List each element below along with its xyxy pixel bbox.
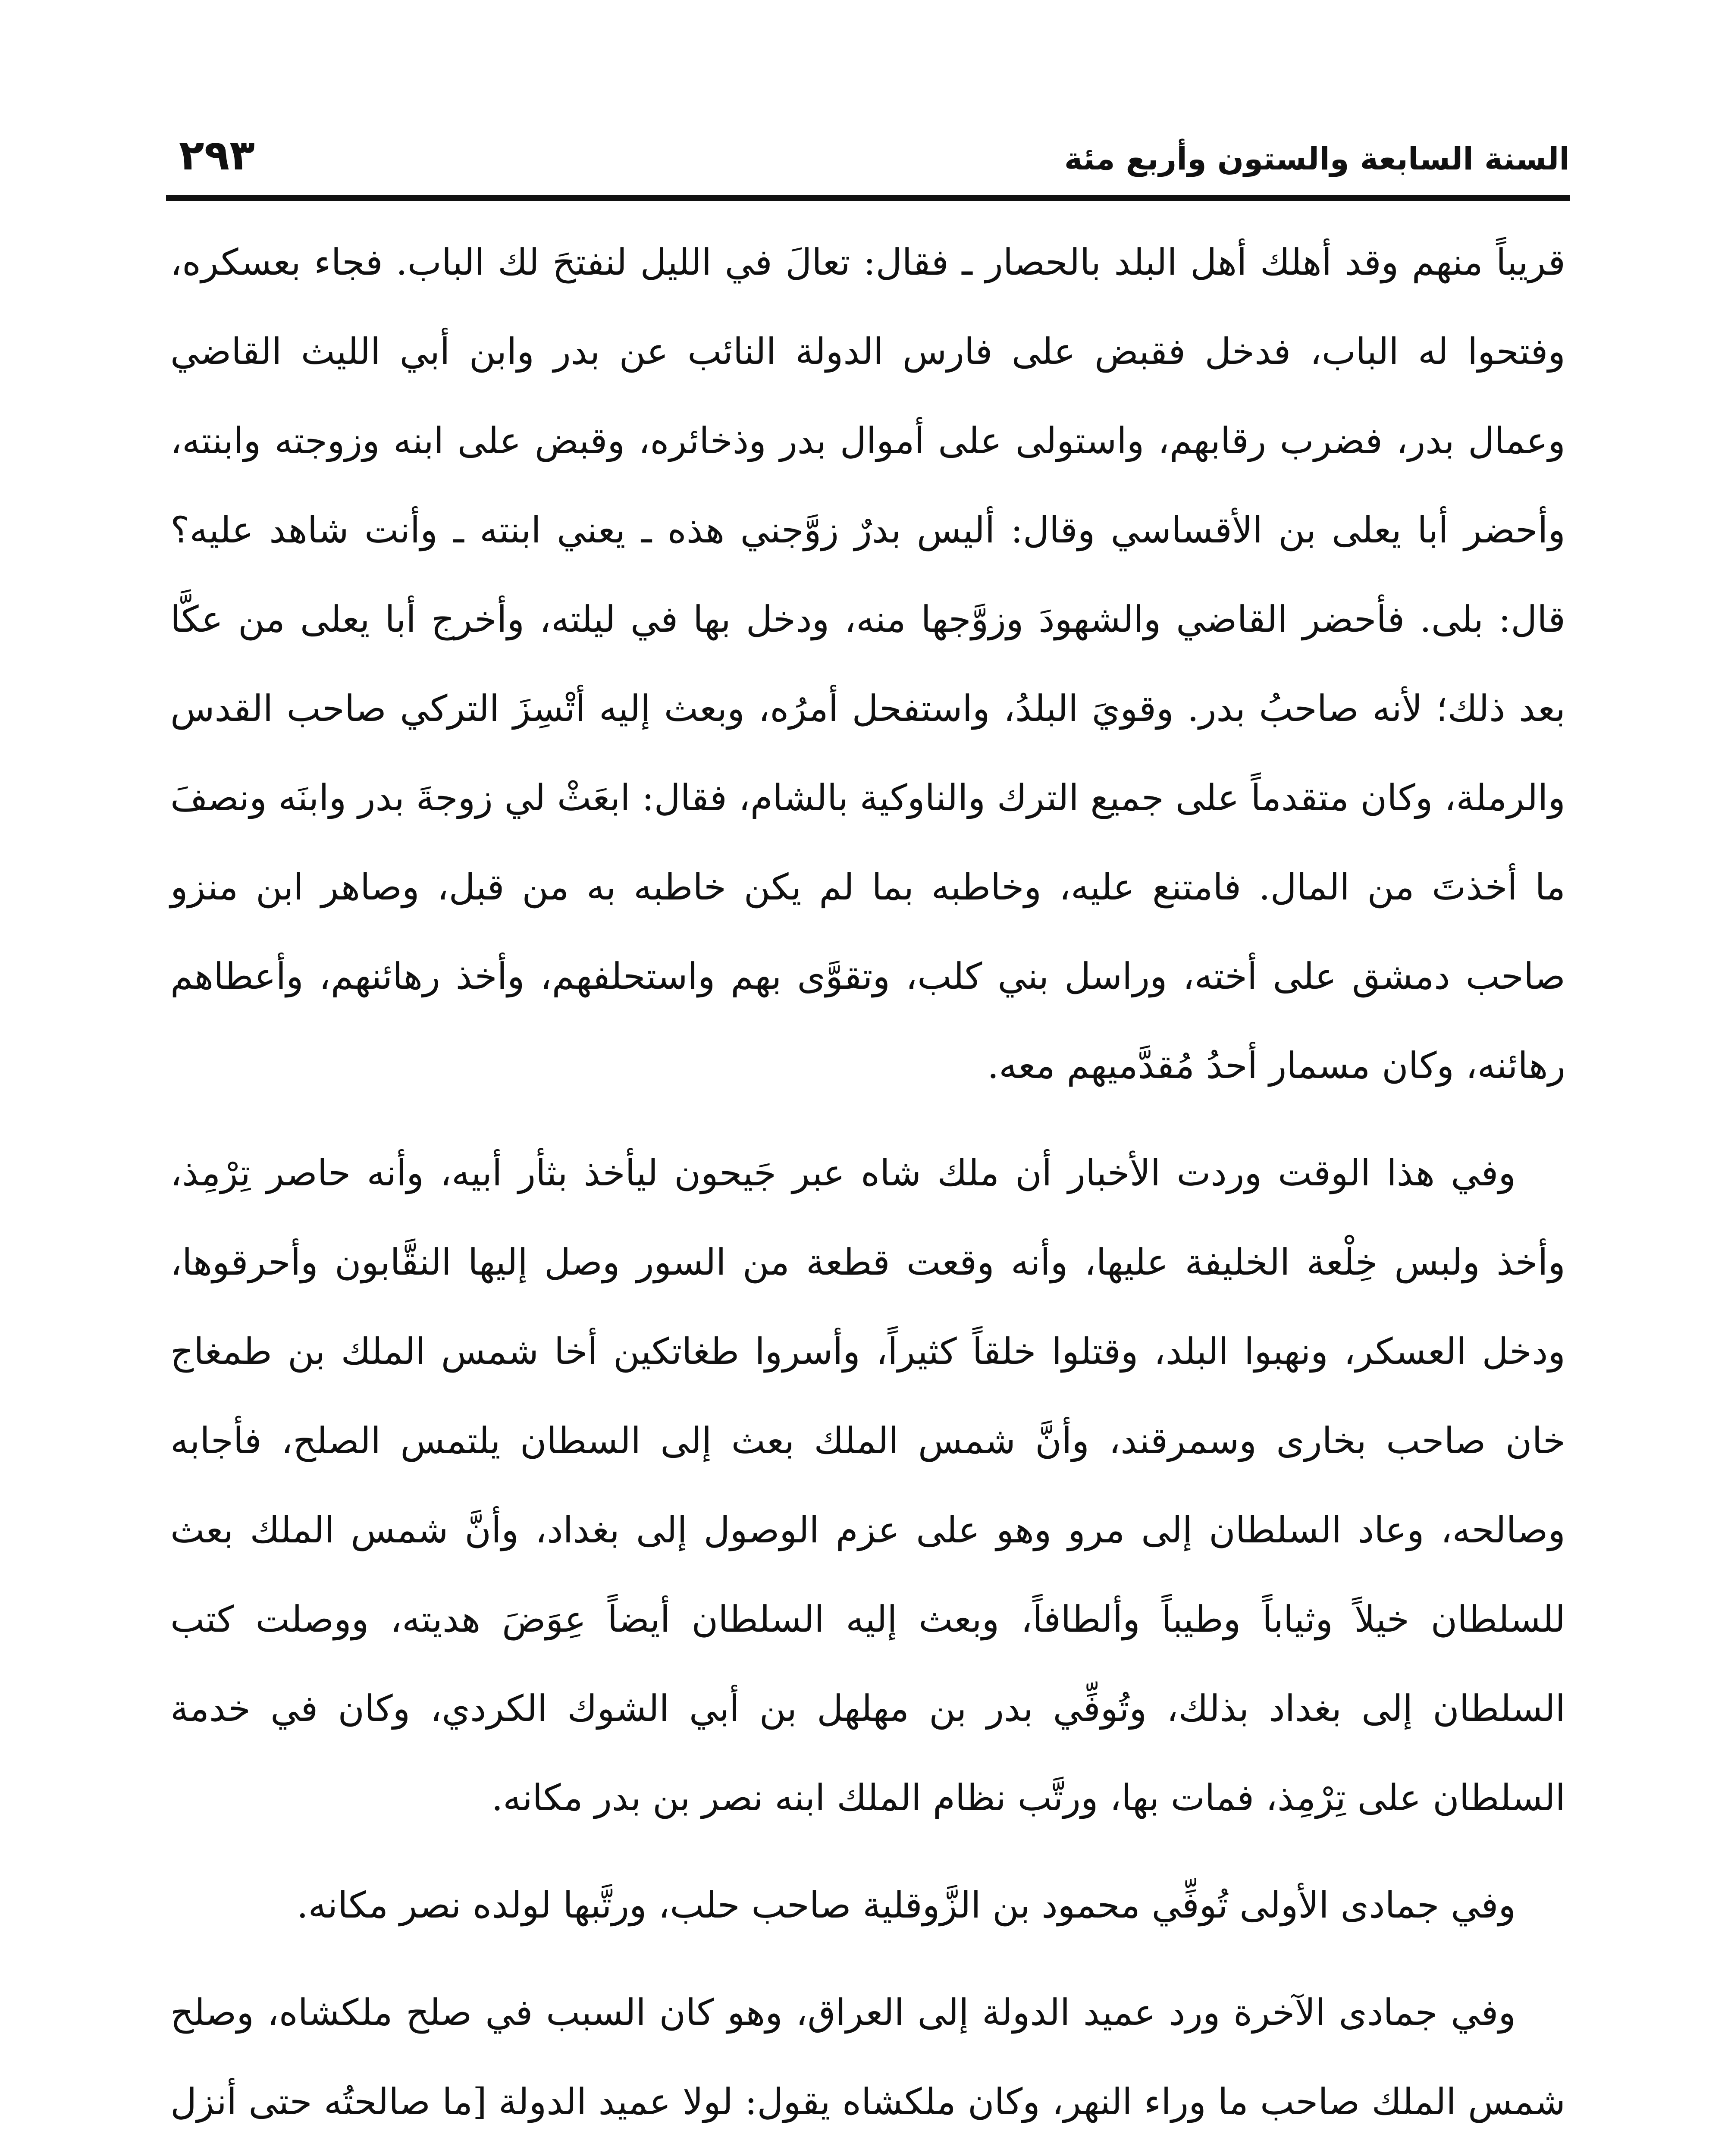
body-text (170, 218, 1565, 2156)
paragraph-1: قريباً منهم وقد أهلك أهل البلد بالحصار ـ فقال: تعالَ في الليل لنفتحَ لك الباب. فجاء بعسكره، وفتحوا له الباب، فدخل فقبض على فارس الدولة النائب عن بدر وابن أبي الليث القاضي وعمال بدر، فضرب رقابهم، واستولى على أموال بدر وذخائره، وقبض على ابنه وزوجته وابنته، وأحضر أبا يعلى بن الأقساسي وقال: أليس بدرٌ زوَّجني هذه ـ يعني ابنته ـ وأنت شاهد عليه؟ قال: بلى. فأحضر القاضي والشهودَ وزوَّجها منه، ودخل بها في ليلته، وأخرج أبا يعلى من عكَّا بعد ذلك؛ لأنه صاحبُ بدر. وقويَ البلدُ، واستفحل أمرُه، وبعث إليه أتْسِزَ التركي صاحب القدس والرملة، وكان متقدماً على جميع الترك والناوكية بالشام، فقال: ابعَثْ لي زوجةَ بدر وابنَه ونصفَ ما أخذتَ من المال. فامتنع عليه، وخاطبه بما لم يكن خاطبه به من قبل، وصاهر ابن منزو صاحب دمشق على أخته، وراسل بني كلب، وتقوَّى بهم واستحلفهم، وأخذ رهائنهم، وأعطاهم رهائنه، وكان مسمار أحدُ مُقدَّميهم معه. (170, 241, 1566, 1087)
header-rule (166, 195, 1570, 201)
page-number: ٢٩٣ (179, 131, 255, 179)
paragraph-3: وفي جمادى الأولى تُوفِّي محمود بن الزَّوقلية صاحب حلب، ورتَّبها لولده نصر مكانه. (296, 1884, 1516, 1926)
paragraph-4: وفي جمادى الآخرة ورد عميد الدولة إلى العراق، وهو كان السبب في صلح ملكشاه، وصلح شمس الملك صاحب ما وراء النهر، وكان ملكشاه يقول: لولا عميد الدولة [ما صالحتُه حتى أنزل (170, 1991, 1565, 2123)
running-header (166, 129, 1570, 194)
running-title: السنة السابعة والستون وأربع مئة (1064, 141, 1570, 177)
paragraph-2: وفي هذا الوقت وردت الأخبار أن ملك شاه عبر جَيحون ليأخذ بثأر أبيه، وأنه حاصر تِرْمِذ، وأخذ ولبس خِلْعة الخليفة عليها، وأنه وقعت قطعة من السور وصل إليها النقَّابون وأحرقوها، ودخل العسكر، ونهبوا البلد، وقتلوا خلقاً كثيراً، وأسروا طغاتكين أخا شمس الملك بن طمغاج خان صاحب بخارى وسمرقند، وأنَّ شمس الملك بعث إلى السطان يلتمس الصلح، فأجابه وصالحه، وعاد السلطان إلى مرو وهو على عزم الوصول إلى بغداد، وأنَّ شمس الملك بعث للسلطان خيلاً وثياباً وطيباً وألطافاً، وبعث إليه السلطان أيضاً عِوَضَ هديته، ووصلت كتب السلطان إلى بغداد بذلك، وتُوفِّي بدر بن مهلهل بن أبي الشوك الكردي، وكان في خدمة السلطان على تِرْمِذ، فمات بها، ورتَّب نظام الملك ابنه نصر بن بدر مكانه. (170, 1152, 1565, 1819)
